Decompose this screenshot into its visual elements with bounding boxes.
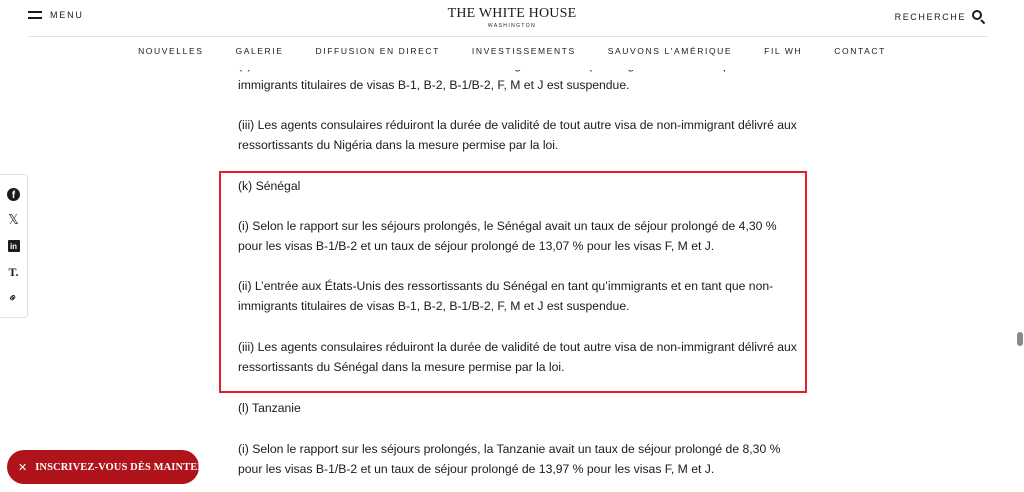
nav-item-nouvelles[interactable]: NOUVELLES	[138, 46, 204, 56]
logo-title: THE WHITE HOUSE	[447, 6, 577, 21]
paragraph-tanzanie-i: (i) Selon le rapport sur les séjours prolongés, la Tanzanie avait un taux de séjour prolongé de 8,30 % pour les visas B-1/B-2 et un taux de séjour prolongé de 13,97 % pour les visas F, M et J.	[238, 442, 781, 476]
logo-subtitle: WASHINGTON	[487, 23, 537, 29]
facebook-icon[interactable]: f	[6, 186, 22, 202]
header-divider	[28, 36, 988, 37]
linkedin-icon[interactable]: in	[6, 238, 22, 254]
nav-item-fil-wh[interactable]: FIL WH	[764, 46, 803, 56]
nav-item-investissements[interactable]: INVESTISSEMENTS	[471, 46, 576, 56]
highlight-box	[219, 171, 807, 393]
paragraph-senegal-ii: (ii) L’entrée aux États-Unis des ressortissants du Sénégal en tant qu’immigrants et en tant que non-immigrants titulaires de visas B-1, B-2, B-1/B-2, F, M et J est suspendue.	[238, 279, 774, 313]
main-nav	[0, 44, 1024, 58]
paragraph-nigeria-ii: immigrants titulaires de visas B-1, B-2, B-1/B-2, F, M et J est suspendue.	[238, 77, 630, 92]
subscribe-button[interactable]	[7, 450, 228, 484]
section-heading-senegal: (k) Sénégal	[238, 179, 301, 193]
site-logo[interactable]	[0, 6, 1024, 29]
page-scrollbar[interactable]	[1016, 0, 1024, 492]
social-share-bar	[0, 174, 28, 318]
search-button[interactable]	[895, 10, 986, 24]
menu-label: MENU	[50, 10, 84, 20]
nav-item-sauvons[interactable]: SAUVONS L'AMÉRIQUE	[607, 46, 733, 56]
paragraph-senegal-i: (i) Selon le rapport sur les séjours prolongés, le Sénégal avait un taux de séjour prolongé de 4,30 % pour les visas B-1/B-2 et un taux de séjour prolongé de 13,07 % pour les visas F, M et J.	[238, 219, 777, 253]
nav-item-contact[interactable]: CONTACT	[834, 46, 886, 56]
search-icon	[972, 10, 986, 24]
close-icon[interactable]: ✕	[18, 460, 28, 474]
section-heading-tanzanie: (l) Tanzanie	[238, 401, 301, 415]
paragraph-senegal-iii: (iii) Les agents consulaires réduiront la durée de validité de tout autre visa de non-immigrant délivré aux ressortissants du Sénégal dans la mesure permise par la loi.	[238, 340, 797, 374]
x-icon[interactable]: 𝕏	[8, 212, 19, 228]
paragraph-nigeria-iii: (iii) Les agents consulaires réduiront la durée de validité de tout autre visa de non-immigrant délivré aux ressortissants du Nigéria dans la mesure permise par la loi.	[238, 118, 797, 152]
truth-social-icon[interactable]: T.	[8, 264, 19, 279]
copy-link-icon[interactable]: ⚭	[4, 289, 23, 307]
site-header	[0, 0, 1024, 70]
nav-item-diffusion[interactable]: DIFFUSION EN DIRECT	[315, 46, 440, 56]
scrollbar-thumb[interactable]	[1017, 332, 1023, 346]
subscribe-label: INSCRIVEZ-VOUS DÈS MAINTENANT	[35, 461, 228, 473]
nav-item-galerie[interactable]: GALERIE	[235, 46, 284, 56]
search-label: RECHERCHE	[894, 12, 966, 22]
